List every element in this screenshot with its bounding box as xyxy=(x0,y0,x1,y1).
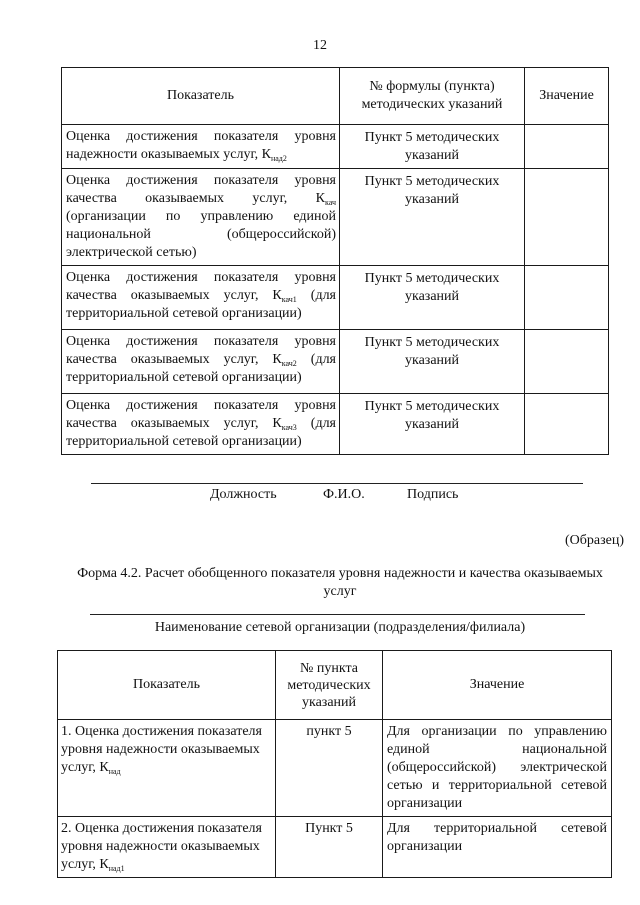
formula-ref-cell: Пункт 5 методических указаний xyxy=(340,266,525,330)
signature-sign-label: Подпись xyxy=(407,487,459,502)
item-ref-cell: пункт 5 xyxy=(276,720,383,817)
value-cell xyxy=(525,266,609,330)
generalized-indicator-table xyxy=(57,650,612,878)
signature-line xyxy=(91,483,583,484)
indicator-text: Оценка достижения показателя уровня надежности оказываемых услуг, К xyxy=(66,129,336,162)
org-name-line xyxy=(90,614,585,615)
header-indicator: Показатель xyxy=(58,651,276,720)
item-ref-cell: Пункт 5 xyxy=(276,817,383,878)
value-cell xyxy=(525,125,609,169)
table-header-row xyxy=(62,68,609,125)
indicator-text: Оценка достижения показателя уровня качества оказываемых услуг, К xyxy=(66,398,336,431)
indicator-text: 1. Оценка достижения показателя уровня надежности оказываемых услуг, К xyxy=(61,724,262,775)
value-cell: Для организации по управлению единой национальной (общероссийской) электрической сетью и территориальной сетевой организации xyxy=(383,720,612,817)
header-item: № пункта методических указаний xyxy=(276,651,383,720)
value-cell xyxy=(525,169,609,266)
indicator-cell xyxy=(62,169,340,266)
indicators-table xyxy=(61,67,609,455)
header-value: Значение xyxy=(383,651,612,720)
indicator-subscript: кач3 xyxy=(281,423,297,432)
table-row xyxy=(62,125,609,169)
indicator-subscript: над xyxy=(108,767,121,776)
table-row xyxy=(62,394,609,455)
page-number: 12 xyxy=(313,38,327,53)
indicator-subscript: кач1 xyxy=(281,295,297,304)
indicator-subscript: кач xyxy=(324,198,336,207)
indicator-cell xyxy=(62,394,340,455)
org-name-caption: Наименование сетевой организации (подразделения/филиала) xyxy=(154,620,526,635)
value-cell xyxy=(525,330,609,394)
indicator-tail: (организации по управлению единой национальной (общероссийской) электрической сетью) xyxy=(66,209,336,260)
indicator-text: Оценка достижения показателя уровня качества оказываемых услуг, К xyxy=(66,334,336,367)
header-formula: № формулы (пункта) методических указаний xyxy=(340,68,525,125)
indicator-text: Оценка достижения показателя уровня качества оказываемых услуг, К xyxy=(66,270,336,303)
indicator-subscript: кач2 xyxy=(281,359,297,368)
formula-ref-cell: Пункт 5 методических указаний xyxy=(340,330,525,394)
indicator-text: 2. Оценка достижения показателя уровня надежности оказываемых услуг, К xyxy=(61,821,262,872)
value-cell: Для территориальной сетевой организации xyxy=(383,817,612,878)
indicator-tail: (для территориальной сетевой организации) xyxy=(66,352,336,385)
indicator-tail: (для территориальной сетевой организации) xyxy=(66,416,336,449)
formula-ref-cell: Пункт 5 методических указаний xyxy=(340,125,525,169)
signature-position-label: Должность xyxy=(210,487,277,502)
indicator-subscript: над1 xyxy=(108,864,125,873)
header-value: Значение xyxy=(525,68,609,125)
table-row xyxy=(62,169,609,266)
indicator-cell xyxy=(62,330,340,394)
indicator-cell xyxy=(62,125,340,169)
table-row xyxy=(58,817,612,878)
indicator-cell xyxy=(58,817,276,878)
formula-ref-cell: Пункт 5 методических указаний xyxy=(340,394,525,455)
header-indicator: Показатель xyxy=(62,68,340,125)
table-header-row xyxy=(58,651,612,720)
indicator-subscript: над2 xyxy=(270,154,287,163)
indicator-cell xyxy=(58,720,276,817)
form-title: Форма 4.2. Расчет обобщенного показателя уровня надежности и качества оказываемых услуг xyxy=(77,566,603,599)
table-row xyxy=(62,330,609,394)
indicator-tail: (для территориальной сетевой организации) xyxy=(66,288,336,321)
formula-ref-cell: Пункт 5 методических указаний xyxy=(340,169,525,266)
indicator-cell xyxy=(62,266,340,330)
signature-fio-label: Ф.И.О. xyxy=(323,487,365,502)
table-row xyxy=(58,720,612,817)
sample-label: (Образец) xyxy=(564,533,624,548)
value-cell xyxy=(525,394,609,455)
indicator-text: Оценка достижения показателя уровня качества оказываемых услуг, К xyxy=(66,173,336,206)
table-row xyxy=(62,266,609,330)
